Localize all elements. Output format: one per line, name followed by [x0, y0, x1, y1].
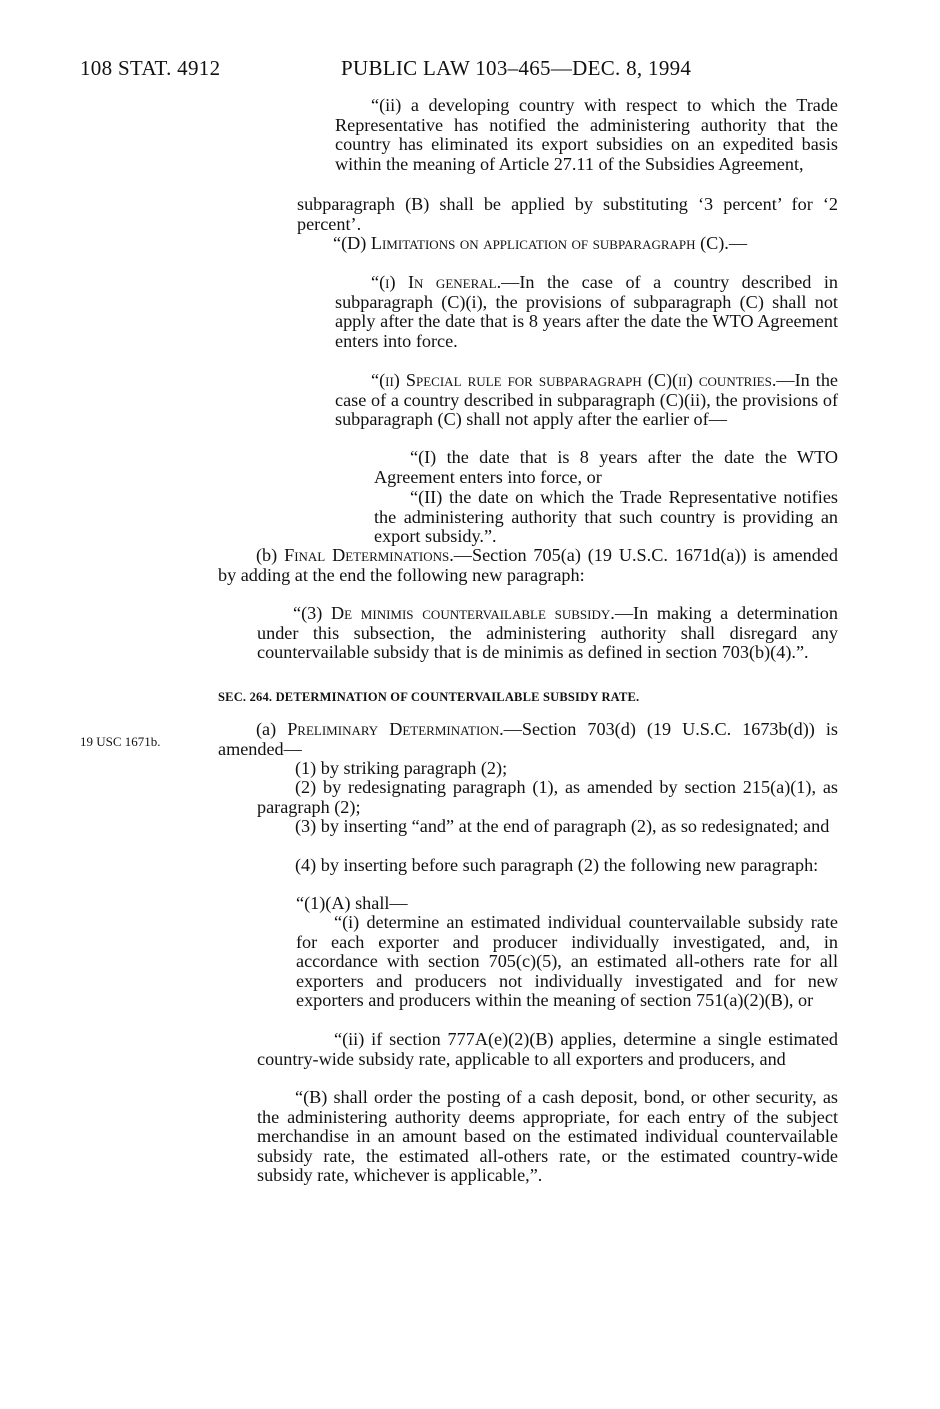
- paragraph-preliminary-determination: [218, 720, 838, 759]
- heading-limitations: “(D) Limitations on application of subparagraph (C).—: [333, 233, 748, 253]
- text-in-general: In the case of a country described in subparagraph (C)(i), the provisions of subparagraph (C) shall not apply after the date that is 8 years after the date the WTO Agreement enters into force.: [335, 272, 838, 351]
- heading-de-minimis: “(3) De minimis countervailable subsidy.—: [293, 603, 634, 623]
- paragraph-amendment-1: (1) by striking paragraph (2);: [295, 758, 508, 778]
- paragraph-amendment-4: (4) by inserting before such paragraph (2) the following new paragraph:: [295, 855, 819, 875]
- paragraph-clause-ii: “(II) the date on which the Trade Representative notifies the administering authority that such country is providing an export subsidy.”.: [374, 487, 838, 546]
- text-special-rule: In the case of a country described in subparagraph (C)(ii), the provisions of subparagraph (C) shall not apply after the earlier of—: [335, 370, 838, 429]
- paragraph-1a: “(1)(A) shall—: [296, 893, 408, 913]
- heading-preliminary-determination: Preliminary Determination.—: [287, 719, 522, 739]
- paragraph-1a-ii: “(ii) if section 777A(e)(2)(B) applies, determine a single estimated country-wide subsidy rate, applicable to all exporters and producers, and: [257, 1029, 838, 1069]
- paragraph-clause-i: “(I) the date that is 8 years after the date the WTO Agreement enters into force, or: [374, 447, 838, 487]
- paragraph-1b: “(B) shall order the posting of a cash deposit, bond, or other security, as the administering authority deems appropriate, for each entry of the subject merchandise in an amount based on the estimated individual countervailable subsidy rate, the estimated all-others rate, or the estimated country-wide subsidy rate, whichever is applicable,”.: [257, 1087, 838, 1185]
- paragraph-in-general: [335, 273, 838, 351]
- paragraph-amendment-2: (2) by redesignating paragraph (1), as amended by section 215(a)(1), as paragraph (2);: [257, 777, 838, 817]
- text-final-determinations: Section 705(a) (19 U.S.C. 1671d(a)) is amended by adding at the end the following new paragraph:: [218, 545, 838, 585]
- heading-special-rule: “(ii) Special rule for subparagraph (C)(ii) countries.—: [371, 370, 795, 390]
- public-law-header: PUBLIC LAW 103–465—DEC. 8, 1994: [341, 56, 692, 80]
- paragraph-substitution: subparagraph (B) shall be applied by substituting ‘3 percent’ for ‘2 percent’.: [297, 194, 838, 234]
- section-heading: SEC. 264. DETERMINATION OF COUNTERVAILABLE SUBSIDY RATE.: [218, 690, 640, 704]
- paragraph-developing-country: “(ii) a developing country with respect to which the Trade Representative has notified the administering authority that the country has eliminated its export subsidies on an expedited basis within the meaning of Article 27.11 of the Subsidies Agreement,: [335, 95, 838, 174]
- paragraph-amendment-3: (3) by inserting “and” at the end of paragraph (2), as so redesignated; and: [295, 816, 830, 836]
- heading-final-determinations: Final Determinations.—: [284, 545, 472, 565]
- label-a: (a): [256, 719, 288, 739]
- paragraph-1a-i: “(i) determine an estimated individual countervailable subsidy rate for each exporter and producer individually investigated, and, in accordance with section 705(c)(5), an estimated all-others rate for all exporters and producers not individually investigated and for new exporters and producers within the meaning of section 751(a)(2)(B), or: [296, 912, 838, 1010]
- label-b: (b): [256, 545, 285, 565]
- paragraph-de-minimis: [257, 604, 838, 663]
- paragraph-special-rule: [335, 371, 838, 430]
- page-number-header: 108 STAT. 4912: [80, 56, 221, 80]
- paragraph-final-determinations: [218, 546, 838, 585]
- heading-in-general: “(i) In general.—: [371, 272, 520, 292]
- text-de-minimis: In making a determination under this subsection, the administering authority shall disregard any countervailable subsidy that is de minimis as defined in section 703(b)(4).”.: [257, 603, 838, 662]
- margin-citation: 19 USC 1671b.: [80, 734, 161, 749]
- text-preliminary-determination: Section 703(d) (19 U.S.C. 1673b(d)) is amended—: [218, 719, 838, 759]
